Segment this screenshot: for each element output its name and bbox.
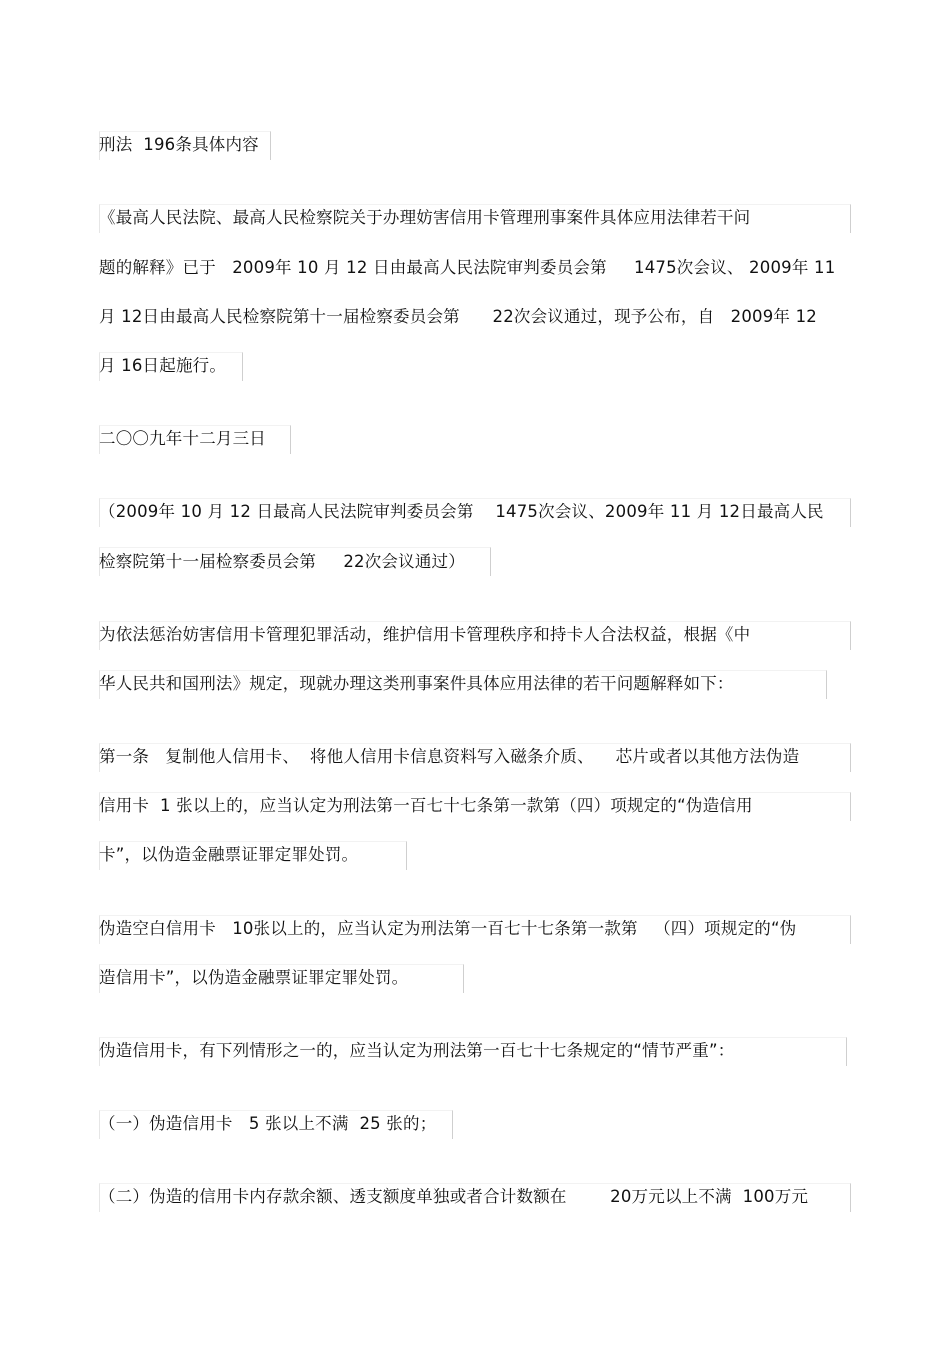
article-line: 信用卡 1 张以上的，应当认定为刑法第一百七十七条第一款第（四）项规定的“伪造信用 xyxy=(99,796,753,815)
document-heading: 刑法 196条具体内容 xyxy=(99,135,259,154)
text-line: 题的解释》已于 2009年 10 月 12 日由最高人民法院审判委员会第 1475次会议、 2009年 11 xyxy=(99,258,836,277)
date-line: 二〇〇九年十二月三日 xyxy=(99,429,266,448)
article-line: 卡”，以伪造金融票证罪定罪处罚。 xyxy=(99,845,359,864)
list-item: （二）伪造的信用卡内存款余额、透支额度单独或者合计数额在 20万元以上不满 100万元 xyxy=(99,1187,809,1206)
text-line: 华人民共和国刑法》规定，现就办理这类刑事案件具体应用法律的若干问题解释如下： xyxy=(99,674,734,693)
text-line: 检察院第十一届检察委员会第 22次会议通过） xyxy=(99,552,465,571)
text-line: 月 12日由最高人民检察院第十一届检察委员会第 22次会议通过，现予公布，自 2009年 12 xyxy=(99,307,817,326)
text-line: 伪造空白信用卡 10张以上的，应当认定为刑法第一百七十七条第一款第 （四）项规定的“伪 xyxy=(99,919,797,938)
text-line: 伪造信用卡，有下列情形之一的，应当认定为刑法第一百七十七条规定的“情节严重”： xyxy=(99,1041,735,1060)
text-line: （2009年 10 月 12 日最高人民法院审判委员会第 1475次会议、2009年 11 月 12日最高人民 xyxy=(99,502,824,521)
list-item: （一）伪造信用卡 5 张以上不满 25 张的； xyxy=(99,1114,437,1133)
text-line: 《最高人民法院、最高人民检察院关于办理妨害信用卡管理刑事案件具体应用法律若干问 xyxy=(99,208,751,227)
text-line: 为依法惩治妨害信用卡管理犯罪活动，维护信用卡管理秩序和持卡人合法权益，根据《中 xyxy=(99,625,751,644)
article-line: 第一条 复制他人信用卡、 将他人信用卡信息资料写入磁条介质、 芯片或者以其他方法伪造 xyxy=(99,747,800,766)
text-line: 月 16日起施行。 xyxy=(99,356,227,375)
text-line: 造信用卡”，以伪造金融票证罪定罪处罚。 xyxy=(99,968,409,987)
